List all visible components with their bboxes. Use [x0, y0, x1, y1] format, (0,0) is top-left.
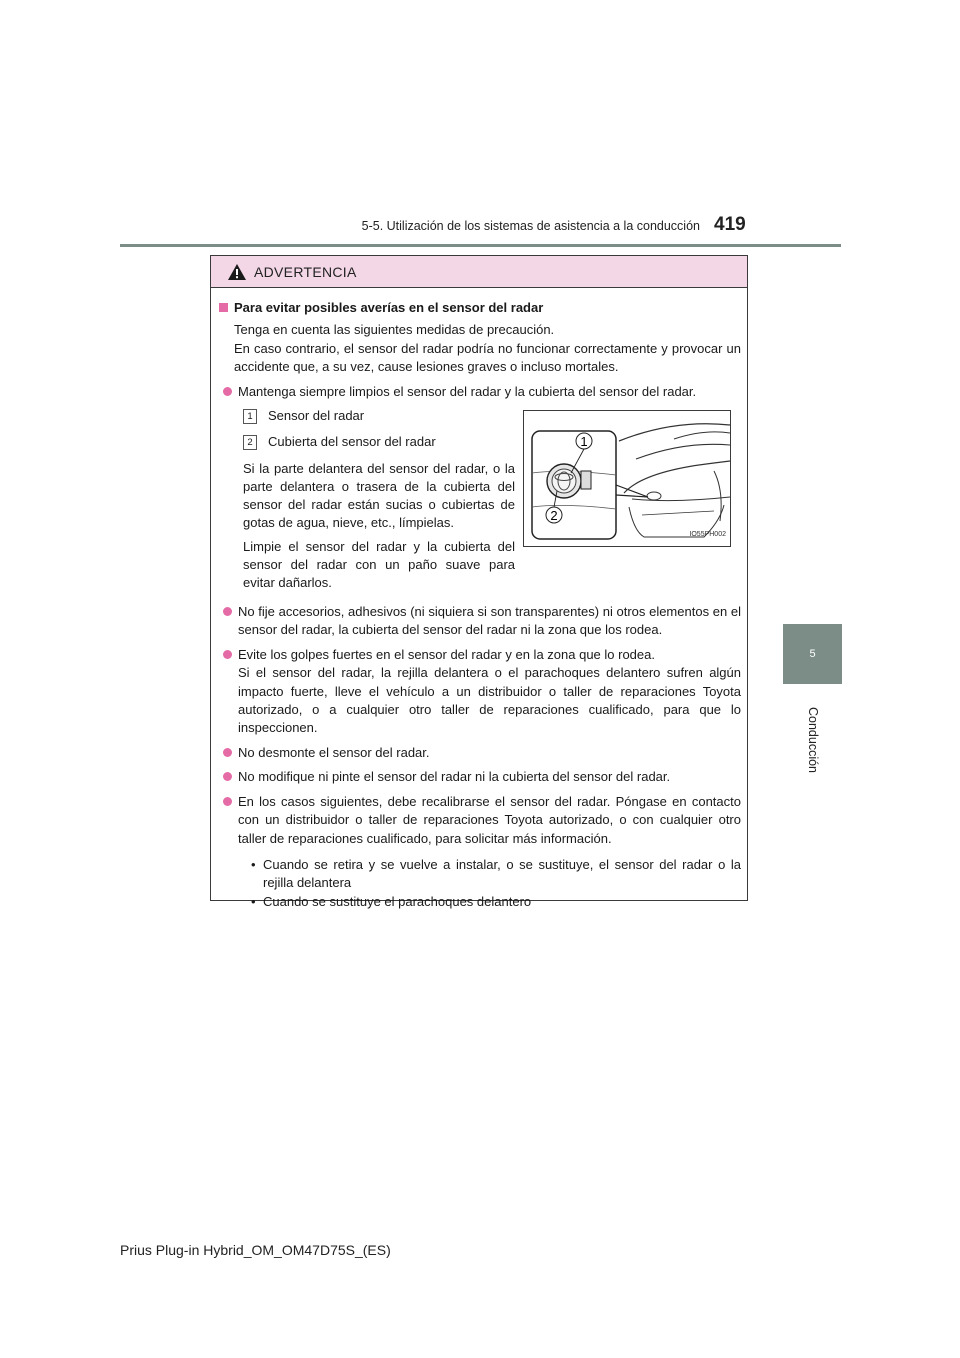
- warning-triangle-icon: [227, 263, 247, 281]
- sub-list-text: Cuando se sustituye el parachoques delantero: [263, 893, 532, 909]
- bullet-item: [219, 793, 741, 848]
- figure-id: IO55PH002: [689, 530, 726, 538]
- intro-line: Tenga en cuenta las siguientes medidas de precaución.: [234, 322, 555, 338]
- sub-bullet: •: [251, 893, 256, 909]
- bullet-dot-icon: [223, 748, 232, 757]
- bullet-text: [238, 646, 741, 738]
- intro-paragraph: [234, 321, 741, 376]
- manual-title: Prius Plug-in Hybrid_OM_OM47D75S_(ES): [120, 1242, 391, 1258]
- legend-note: Si la parte delantera del sensor del radar, o la parte delantera o trasera de la cubierta del sensor del radar están sucias o cubiertas de gotas de agua, nieve, etc., límpielas.: [243, 460, 515, 530]
- bullet-text: No fije accesorios, adhesivos (ni siquiera si son transparentes) ni otros elementos en el sensor del radar, la cubierta del sensor del radar ni la zona que los rodea.: [238, 604, 741, 638]
- legend-number-1: 1: [243, 409, 257, 424]
- figure-callout-2: 2: [550, 508, 558, 524]
- legend-label: Cubierta del sensor del radar: [268, 434, 436, 450]
- section-heading-text: Para evitar posibles averías en el sensor del radar: [234, 300, 544, 315]
- warning-box: [210, 255, 748, 909]
- sub-list: [251, 856, 741, 911]
- bullet-item: [219, 383, 741, 401]
- sub-list-item: [251, 856, 741, 893]
- legend-label: Sensor del radar: [268, 408, 365, 424]
- bullet-dot-icon: [223, 772, 232, 781]
- page-number: 419: [714, 214, 746, 235]
- sub-bullet: •: [251, 856, 256, 872]
- side-tab-label-text: Conducción: [806, 706, 820, 774]
- figure-area: [219, 407, 741, 597]
- bullet-dot-icon: [223, 387, 232, 396]
- square-bullet-icon: [219, 303, 228, 312]
- figure-legend: [243, 407, 515, 592]
- side-tab-number: 5: [783, 624, 842, 684]
- radar-sensor-figure: [523, 410, 731, 547]
- bullet-text: No desmonte el sensor del radar.: [238, 744, 430, 760]
- bullet-dot-icon: [223, 607, 232, 616]
- bullet-item: [219, 603, 741, 640]
- legend-number-2: 2: [243, 435, 257, 450]
- sub-list-item: [251, 893, 741, 911]
- bullet-text-line: Evite los golpes fuertes en el sensor del radar y en la zona que lo rodea.: [238, 646, 655, 662]
- header-rule: [120, 244, 841, 247]
- bullet-item: [219, 646, 741, 738]
- bullet-dot-icon: [223, 650, 232, 659]
- section-title: 5-5. Utilización de los sistemas de asistencia a la conducción: [361, 219, 700, 233]
- bullet-dot-icon: [223, 797, 232, 806]
- warning-header: [211, 256, 747, 288]
- intro-line: En caso contrario, el sensor del radar podría no funcionar correctamente y provocar un accidente que, a su vez, cause lesiones graves o incluso mortales.: [234, 340, 741, 375]
- impact-note: Si el sensor del radar, la rejilla delantera o el parachoques delantero sufren algún impacto fuerte, lleve el vehículo a un distribuidor o taller de reparaciones Toyota autorizado, o a cualquier otro taller de reparaciones cualificado, para que lo inspeccionen.: [238, 665, 741, 736]
- bullet-item: [219, 744, 741, 762]
- figure-callout-1: 1: [580, 434, 588, 450]
- warning-title: ADVERTENCIA: [254, 263, 357, 280]
- bullet-item: [219, 768, 741, 786]
- legend-item: [243, 433, 515, 451]
- sub-list-text: Cuando se retira y se vuelve a instalar, o se sustituye, el sensor del radar o la rejilla delantera: [263, 856, 741, 891]
- bullet-text: No modifique ni pinte el sensor del radar ni la cubierta del sensor del radar.: [238, 769, 671, 785]
- legend-note: Limpie el sensor del radar y la cubierta del sensor del radar con un paño suave para evitar dañarlos.: [243, 538, 515, 590]
- bullet-text: Mantenga siempre limpios el sensor del radar y la cubierta del sensor del radar.: [238, 383, 697, 399]
- legend-item: [243, 407, 515, 425]
- side-tab-label: [783, 684, 842, 796]
- section-heading: [219, 299, 741, 317]
- bullet-text: En los casos siguientes, debe recalibrarse el sensor del radar. Póngase en contacto con un distribuidor o taller de reparaciones Toyota autorizado, o con cualquier otro taller de reparaciones cualificado, para solicitar más información.: [238, 793, 741, 846]
- warning-content: [219, 299, 741, 911]
